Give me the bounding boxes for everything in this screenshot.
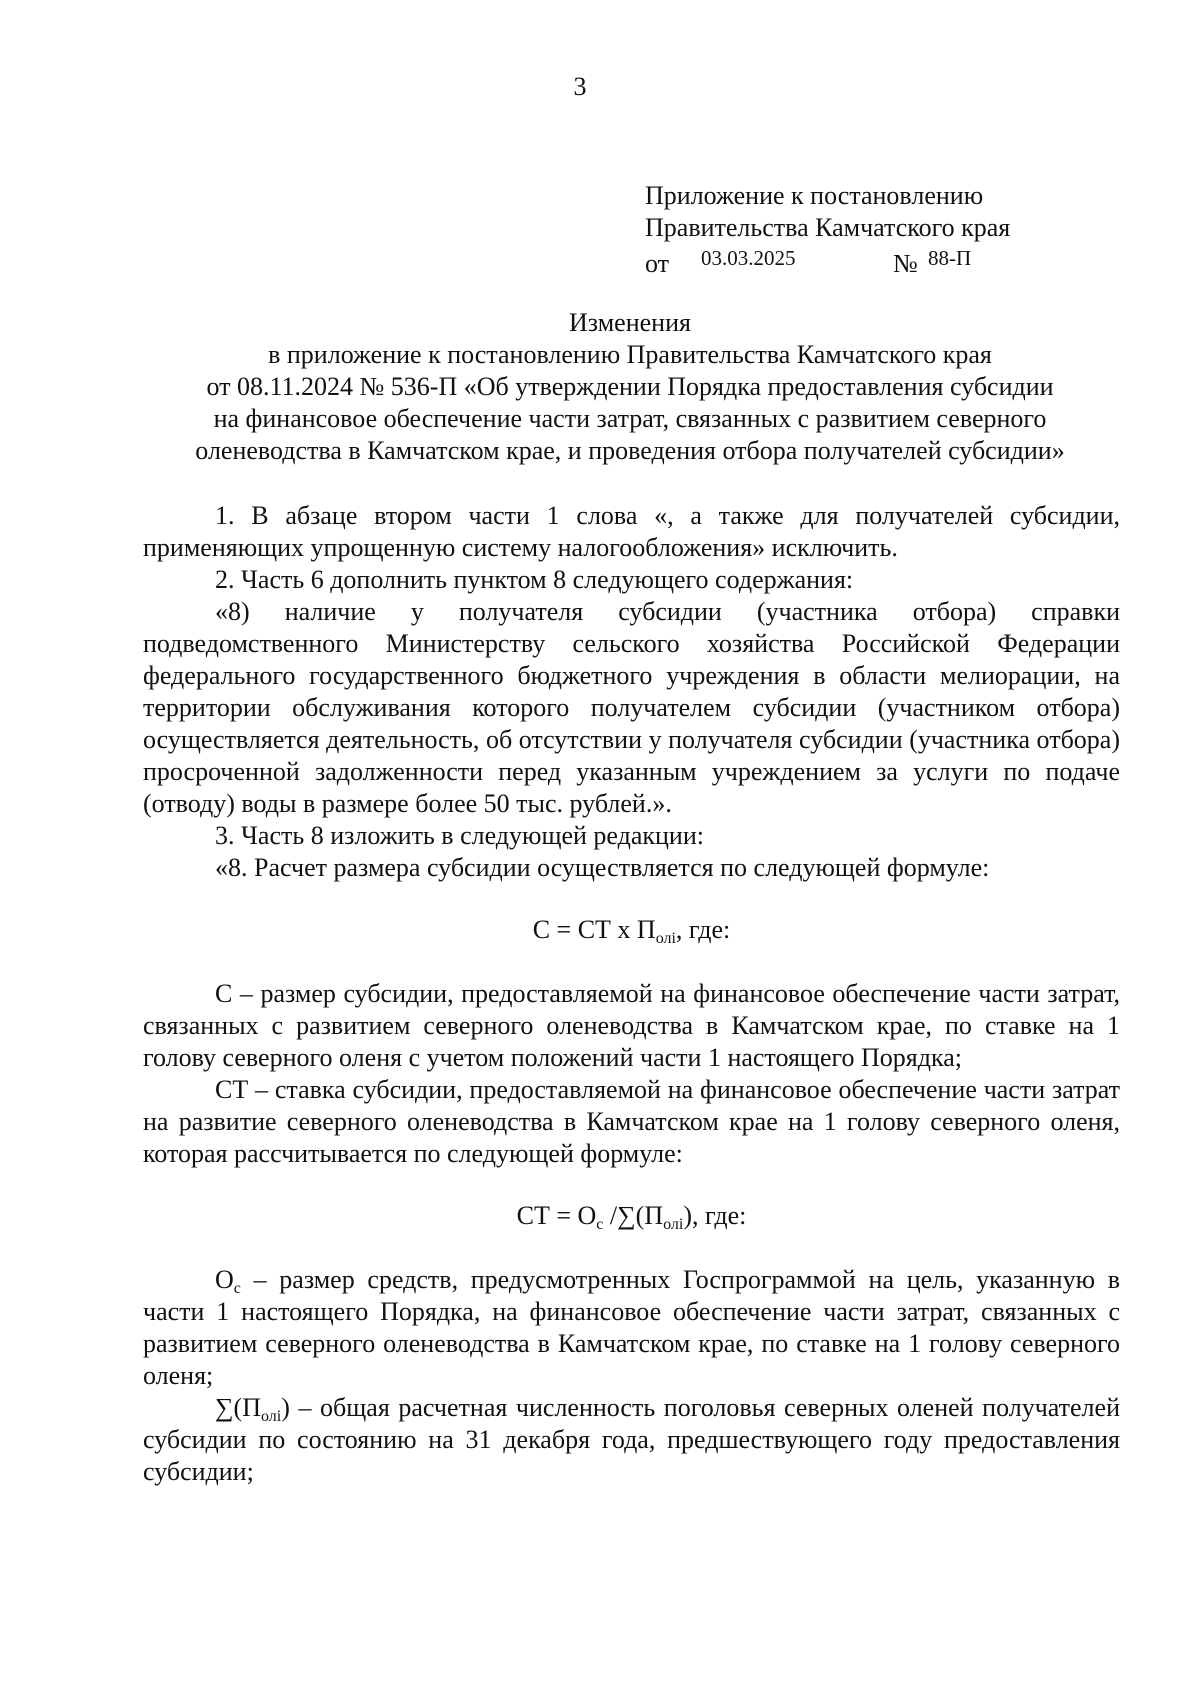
formula-1-tail: , где: [675,915,731,944]
formula-2-part-c: ), где: [683,1201,747,1230]
formula-2-part-a: СТ = О [516,1201,597,1230]
document-title [140,307,1120,467]
paragraph-6: С – размер субсидии, предоставляемой на финансовое обеспечение части затрат, связанных с развитием северного оленеводства в Камчатском крае, по ставке на 1 голову северного оленя с учетом положений части 1 настоящего Порядка; [143,979,1120,1072]
formula-2-part-b: /∑(П [603,1201,664,1230]
paragraph-1: 1. В абзаце втором части 1 слова «, а также для получателей субсидии, применяющих упрощенную систему налогообложения» исключить. [143,501,1120,562]
appendix-header [645,180,1010,276]
paragraph-5: «8. Расчет размера субсидии осуществляется по следующей формуле: [215,853,990,882]
title-line-4: на финансовое обеспечение части затрат, связанных с развитием северного [213,404,1047,433]
title-line-3: от 08.11.2024 № 536-П «Об утверждении Порядка предоставления субсидии [206,372,1054,401]
formula-subsidy [143,914,1120,946]
appendix-date: 03.03.2025 [701,246,796,270]
title-line-5: оленеводства в Камчатском крае, и проведения отбора получателей субсидии» [195,436,1065,465]
paragraph-8 [143,1264,1120,1392]
paragraph-9-symbol: ∑(П [215,1393,261,1422]
paragraph-8-text: – размер средств, предусмотренных Госпрограммой на цель, указанную в части 1 настоящего Порядка, на финансовое обеспечение части затрат, связанных с развитием северного оленеводства в Камчатском крае, по ставке на 1 голову северного оленя; [143,1265,1120,1390]
appendix-date-row [645,244,1010,276]
paragraph-9-text: – общая расчетная численность поголовья северных оленей получателей субсидии по состоянию на 31 декабря года, предшествующего году предоставления субсидии; [143,1393,1120,1486]
formula-2-subscript-2: олі [663,1216,684,1233]
page-number: 3 [573,72,587,101]
paragraph-8-subscript: с [233,1280,241,1297]
formula-rate [143,1200,1120,1232]
paragraph-8-symbol: О [215,1265,234,1294]
paragraph-4: 3. Часть 8 изложить в следующей редакции: [215,821,704,850]
paragraph-9-subscript: олі [260,1408,282,1425]
appendix-number: 88-П [928,246,972,270]
formula-2-subscript-1: с [596,1216,604,1233]
title-line-2: в приложение к постановлению Правительства Камчатского края [268,340,992,369]
formula-1-subscript: олі [655,930,676,947]
title-line-1: Изменения [569,308,691,337]
appendix-line-2: Правительства Камчатского края [645,213,1011,242]
appendix-line-1: Приложение к постановлению [645,181,984,210]
appendix-number-sign: № [893,249,918,278]
document-body [143,500,1120,1488]
appendix-ot: от [645,249,670,278]
formula-1-main: С = СТ х П [532,915,656,944]
paragraph-2: 2. Часть 6 дополнить пунктом 8 следующего содержания: [215,565,854,594]
paragraph-9 [143,1392,1120,1488]
paragraph-3: «8) наличие у получателя субсидии (участника отбора) справки подведомственного Министерству сельского хозяйства Российской Федерации федерального государственного бюджетного учреждения в области мелиорации, на территории обслуживания которого получателем субсидии (участником отбора) осуществляется деятельность, об отсутствии у получателя субсидии (участника отбора) просроченной задолженности перед указанным учреждением за услуги по подаче (отводу) воды в размере более 50 тыс. рублей.». [143,597,1120,818]
paragraph-9-symbol-close: ) [281,1393,290,1422]
paragraph-7: СТ – ставка субсидии, предоставляемой на финансовое обеспечение части затрат на развитие северного оленеводства в Камчатском крае на 1 голову северного оленя, которая рассчитывается по следующей формуле: [143,1075,1120,1168]
